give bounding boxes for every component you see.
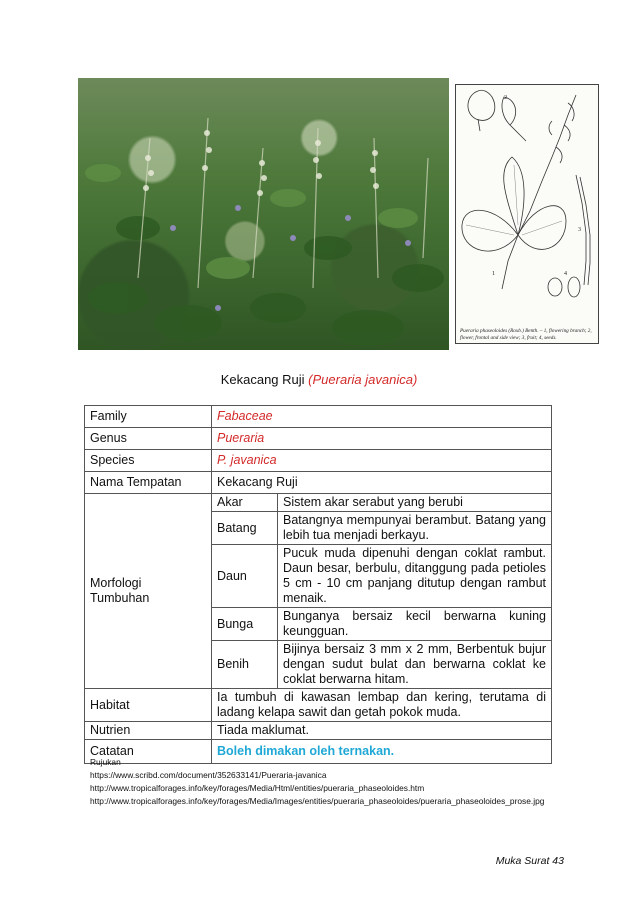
morph-sub-value: Batangnya mempunyai berambut. Batang yang lebih tua menjadi berkayu. xyxy=(278,512,552,545)
family-value: Fabaceae xyxy=(212,406,552,428)
scientific-name: (Pueraria javanica) xyxy=(308,372,418,387)
family-label: Family xyxy=(85,406,212,428)
local-name-label: Nama Tempatan xyxy=(85,472,212,494)
references xyxy=(90,756,570,808)
reference-link[interactable]: http://www.tropicalforages.info/key/forages/Media/Images/entities/pueraria_phaseoloides/pueraria_phaseoloides_prose.jpg xyxy=(90,796,545,806)
drawing-caption: Pueraria phaseoloides (Roxb.) Benth. – 1, flowering branch; 2, flower, frontal and side view; 3, fruit; 4, seeds. xyxy=(460,328,592,341)
plant-photo-art xyxy=(78,78,449,350)
drawing-label-4: 4 xyxy=(564,271,567,277)
botanical-drawing-art xyxy=(456,85,598,307)
species-label: Species xyxy=(85,450,212,472)
morph-sub-label: Akar xyxy=(212,494,278,512)
morphology-label xyxy=(85,494,212,689)
habitat-label: Habitat xyxy=(85,689,212,722)
morph-sub-label: Benih xyxy=(212,641,278,689)
drawing-label-2: 2 xyxy=(504,95,507,101)
species-info-table xyxy=(84,405,552,764)
botanical-drawing xyxy=(455,84,599,344)
morph-sub-label: Daun xyxy=(212,545,278,608)
reference-link[interactable]: https://www.scribd.com/document/352633141/Pueraria-javanica xyxy=(90,770,327,780)
catatan-label: Catatan xyxy=(85,740,212,764)
family-row xyxy=(85,406,552,428)
species-title xyxy=(0,372,638,387)
genus-label: Genus xyxy=(85,428,212,450)
nutrien-label: Nutrien xyxy=(85,722,212,740)
habitat-row xyxy=(85,689,552,722)
genus-value: Pueraria xyxy=(212,428,552,450)
catatan-value: Boleh dimakan oleh ternakan. xyxy=(212,740,552,764)
morphology-label-line-2: Tumbuhan xyxy=(90,591,150,605)
morph-sub-label: Batang xyxy=(212,512,278,545)
common-name: Kekacang Ruji xyxy=(220,372,305,387)
morph-sub-label: Bunga xyxy=(212,608,278,641)
habitat-value: Ia tumbuh di kawasan lembap dan kering, terutama di ladang kelapa sawit dan getah pokok muda. xyxy=(212,689,552,722)
page-number: Muka Surat 43 xyxy=(495,855,564,867)
morph-row-akar xyxy=(85,494,552,512)
morph-sub-value: Bunganya bersaiz kecil berwarna kuning keungguan. xyxy=(278,608,552,641)
drawing-label-1: 1 xyxy=(492,271,495,277)
references-heading: Rujukan xyxy=(90,757,121,767)
local-name-row xyxy=(85,472,552,494)
plant-photo xyxy=(78,78,449,350)
reference-link[interactable]: http://www.tropicalforages.info/key/forages/Media/Html/entities/pueraria_phaseoloides.htm xyxy=(90,783,425,793)
nutrien-row xyxy=(85,722,552,740)
species-value: P. javanica xyxy=(212,450,552,472)
morph-sub-value: Bijinya bersaiz 3 mm x 2 mm, Berbentuk bujur dengan sudut bulat dan berwarna coklat ke coklat berwarna hitam. xyxy=(278,641,552,689)
morph-sub-value: Sistem akar serabut yang berubi xyxy=(278,494,552,512)
genus-row xyxy=(85,428,552,450)
morphology-label-line-1: Morfologi xyxy=(90,576,142,590)
morph-sub-value: Pucuk muda dipenuhi dengan coklat rambut. Daun besar, berbulu, ditanggung pada petioles 5 cm - 10 cm panjang ditutup dengan rambut menaik. xyxy=(278,545,552,608)
drawing-label-3: 3 xyxy=(578,227,581,233)
local-name-value: Kekacang Ruji xyxy=(212,472,552,494)
nutrien-value: Tiada maklumat. xyxy=(212,722,552,740)
species-row xyxy=(85,450,552,472)
